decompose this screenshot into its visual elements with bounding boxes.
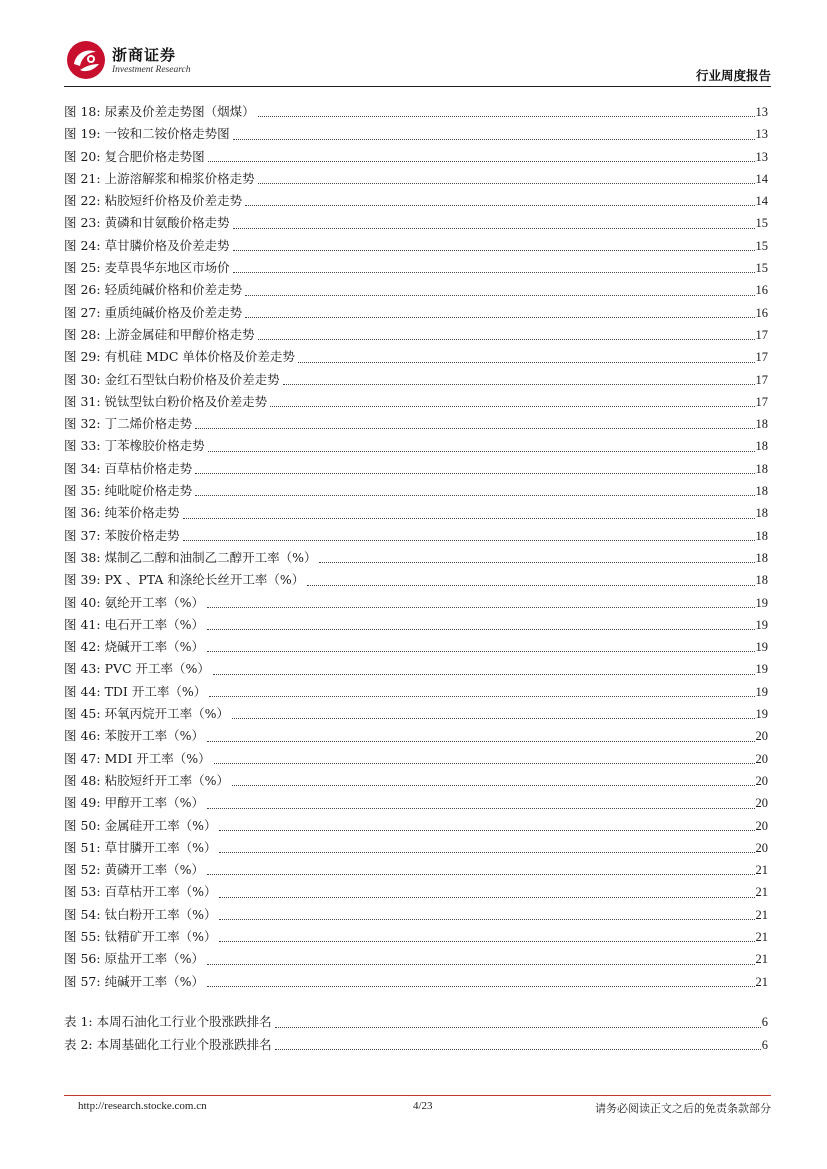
dot-leader bbox=[232, 718, 755, 719]
table-toc-entry[interactable] bbox=[64, 1011, 768, 1034]
toc-entry-page: 15 bbox=[755, 238, 768, 253]
toc-entry-page: 21 bbox=[755, 863, 768, 878]
toc-entry-label: 图 39: PX 、PTA 和涤纶长丝开工率（%） bbox=[64, 572, 305, 588]
table-toc-entry[interactable] bbox=[64, 1034, 768, 1057]
toc-entry-label: 图 50: 金属硅开工率（%） bbox=[64, 817, 217, 833]
toc-entry-label: 图 27: 重质纯碱价格及价差走势 bbox=[64, 304, 243, 320]
toc-entry-label: 图 45: 环氧丙烷开工率（%） bbox=[64, 706, 229, 722]
brand-name-cn: 浙商证券 bbox=[112, 46, 177, 64]
dot-leader bbox=[219, 830, 754, 831]
toc-entry-page: 14 bbox=[755, 194, 768, 209]
toc-entry-label: 图 21: 上游溶解浆和棉浆价格走势 bbox=[64, 170, 255, 186]
figure-toc-entry[interactable] bbox=[64, 748, 768, 770]
figure-toc-entry[interactable] bbox=[64, 101, 768, 123]
toc-entry-label: 图 28: 上游金属硅和甲醇价格走势 bbox=[64, 326, 255, 342]
figure-toc-entry[interactable] bbox=[64, 458, 768, 480]
toc-entry-page: 21 bbox=[755, 885, 768, 900]
dot-leader bbox=[245, 317, 754, 318]
toc-entry-label: 图 47: MDI 开工率（%） bbox=[64, 750, 211, 766]
page-header bbox=[64, 38, 771, 86]
figure-toc-entry[interactable] bbox=[64, 257, 768, 279]
figure-toc-entry[interactable] bbox=[64, 948, 768, 970]
toc-entry-page: 15 bbox=[755, 216, 768, 231]
toc-entry-label: 图 55: 钛精矿开工率（%） bbox=[64, 928, 217, 944]
toc-entry-label: 表 2: 本周基础化工行业个股涨跌排名 bbox=[64, 1036, 272, 1052]
toc-entry-page: 18 bbox=[755, 550, 768, 565]
dot-leader bbox=[208, 161, 755, 162]
figure-toc-entry[interactable] bbox=[64, 725, 768, 747]
figure-toc-entry[interactable] bbox=[64, 547, 768, 569]
figure-toc-entry[interactable] bbox=[64, 881, 768, 903]
toc-entry-page: 13 bbox=[755, 127, 768, 142]
toc-entry-label: 图 41: 电石开工率（%） bbox=[64, 616, 204, 632]
figure-toc-entry[interactable] bbox=[64, 324, 768, 346]
dot-leader bbox=[283, 384, 755, 385]
toc-entry-page: 20 bbox=[755, 840, 768, 855]
dot-leader bbox=[275, 1027, 761, 1028]
toc-entry-label: 图 34: 百草枯价格走势 bbox=[64, 460, 193, 476]
figure-toc-entry[interactable] bbox=[64, 681, 768, 703]
toc-entry-label: 图 23: 黄磷和甘氨酸价格走势 bbox=[64, 215, 230, 231]
toc-entry-label: 图 53: 百草枯开工率（%） bbox=[64, 884, 217, 900]
figure-list bbox=[64, 101, 768, 993]
dot-leader bbox=[298, 362, 755, 363]
figure-toc-entry[interactable] bbox=[64, 480, 768, 502]
toc-entry-page: 18 bbox=[755, 573, 768, 588]
figure-toc-entry[interactable] bbox=[64, 212, 768, 234]
toc-entry-label: 图 42: 烧碱开工率（%） bbox=[64, 639, 204, 655]
dot-leader bbox=[258, 116, 755, 117]
toc-entry-page: 19 bbox=[755, 617, 768, 632]
figure-toc-entry[interactable] bbox=[64, 658, 768, 680]
toc-entry-label: 图 40: 氨纶开工率（%） bbox=[64, 594, 204, 610]
dot-leader bbox=[233, 250, 755, 251]
toc-entry-label: 图 56: 原盐开工率（%） bbox=[64, 951, 204, 967]
toc-entry-page: 21 bbox=[755, 974, 768, 989]
figure-toc-entry[interactable] bbox=[64, 792, 768, 814]
dot-leader bbox=[245, 205, 754, 206]
dot-leader bbox=[232, 785, 755, 786]
toc-entry-label: 图 54: 钛白粉开工率（%） bbox=[64, 906, 217, 922]
toc-entry-label: 图 38: 煤制乙二醇和油制乙二醇开工率（%） bbox=[64, 549, 317, 565]
toc-entry-page: 20 bbox=[755, 729, 768, 744]
figure-toc-entry[interactable] bbox=[64, 636, 768, 658]
figure-toc-entry[interactable] bbox=[64, 413, 768, 435]
toc-entry-label: 图 57: 纯碱开工率（%） bbox=[64, 973, 204, 989]
figure-toc-entry[interactable] bbox=[64, 703, 768, 725]
toc-entry-page: 17 bbox=[755, 350, 768, 365]
figure-toc-entry[interactable] bbox=[64, 904, 768, 926]
figure-toc-entry[interactable] bbox=[64, 837, 768, 859]
dot-leader bbox=[207, 741, 755, 742]
toc-entry-page: 19 bbox=[755, 684, 768, 699]
figure-toc-entry[interactable] bbox=[64, 859, 768, 881]
toc-entry-page: 18 bbox=[755, 439, 768, 454]
toc-entry-label: 图 36: 纯苯价格走势 bbox=[64, 505, 180, 521]
toc-entry-page: 19 bbox=[755, 707, 768, 722]
figure-toc-entry[interactable] bbox=[64, 592, 768, 614]
dot-leader bbox=[219, 897, 754, 898]
figure-toc-entry[interactable] bbox=[64, 190, 768, 212]
toc-entry-page: 13 bbox=[755, 149, 768, 164]
toc-entry-label: 图 49: 甲醇开工率（%） bbox=[64, 795, 204, 811]
toc-entry-label: 图 30: 金红石型钛白粉价格及价差走势 bbox=[64, 371, 280, 387]
toc-entry-label: 图 52: 黄磷开工率（%） bbox=[64, 862, 204, 878]
toc-entry-page: 17 bbox=[755, 327, 768, 342]
toc-entry-label: 图 43: PVC 开工率（%） bbox=[64, 661, 210, 677]
figure-toc-entry[interactable] bbox=[64, 369, 768, 391]
dot-leader bbox=[219, 941, 754, 942]
footer-disclaimer: 请务必阅读正文之后的免责条款部分 bbox=[595, 1102, 771, 1115]
figure-toc-entry[interactable] bbox=[64, 235, 768, 257]
toc-entry-label: 图 25: 麦草畏华东地区市场价 bbox=[64, 260, 230, 276]
toc-entry-page: 20 bbox=[755, 773, 768, 788]
toc-entry-page: 19 bbox=[755, 595, 768, 610]
dot-leader bbox=[213, 674, 755, 675]
toc-entry-label: 图 22: 粘胶短纤价格及价差走势 bbox=[64, 193, 243, 209]
dot-leader bbox=[233, 139, 755, 140]
figure-toc-entry[interactable] bbox=[64, 279, 768, 301]
footer-divider bbox=[64, 1095, 771, 1096]
toc-entry-page: 16 bbox=[755, 305, 768, 320]
toc-entry-label: 图 20: 复合肥价格走势图 bbox=[64, 148, 205, 164]
dot-leader bbox=[307, 585, 754, 586]
page-number: 4/23 bbox=[413, 1100, 433, 1112]
toc-entry-page: 18 bbox=[755, 461, 768, 476]
dot-leader bbox=[207, 629, 755, 630]
dot-leader bbox=[233, 272, 755, 273]
dot-leader bbox=[219, 852, 754, 853]
toc-entry-page: 17 bbox=[755, 372, 768, 387]
dot-leader bbox=[258, 339, 755, 340]
toc-entry-page: 21 bbox=[755, 907, 768, 922]
toc-entry-page: 13 bbox=[755, 105, 768, 119]
figure-toc-entry[interactable] bbox=[64, 971, 768, 993]
figure-toc-entry[interactable] bbox=[64, 391, 768, 413]
toc-entry-label: 表 1: 本周石油化工行业个股涨跌排名 bbox=[64, 1014, 272, 1029]
figure-toc-entry[interactable] bbox=[64, 614, 768, 636]
brand-name-en: Investment Research bbox=[112, 65, 191, 75]
figure-toc-entry[interactable] bbox=[64, 770, 768, 792]
dot-leader bbox=[233, 228, 755, 229]
toc-entry-label: 图 19: 一铵和二铵价格走势图 bbox=[64, 126, 230, 142]
figure-toc-entry[interactable] bbox=[64, 346, 768, 368]
figure-toc-entry[interactable] bbox=[64, 302, 768, 324]
dot-leader bbox=[258, 183, 755, 184]
figure-toc-entry[interactable] bbox=[64, 168, 768, 190]
toc-entry-label: 图 31: 锐钛型钛白粉价格及价差走势 bbox=[64, 393, 268, 409]
dot-leader bbox=[275, 1049, 761, 1050]
toc-entry-label: 图 35: 纯吡啶价格走势 bbox=[64, 483, 193, 499]
figure-toc-entry[interactable] bbox=[64, 525, 768, 547]
dot-leader bbox=[270, 406, 754, 407]
dot-leader bbox=[219, 919, 754, 920]
figure-toc-entry[interactable] bbox=[64, 926, 768, 948]
dot-leader bbox=[207, 874, 755, 875]
brand-logo-icon bbox=[66, 40, 106, 80]
toc-entry-label: 图 46: 苯胺开工率（%） bbox=[64, 728, 204, 744]
dot-leader bbox=[245, 295, 754, 296]
toc-entry-page: 18 bbox=[755, 528, 768, 543]
toc-entry-page: 20 bbox=[755, 796, 768, 811]
dot-leader bbox=[209, 696, 754, 697]
figure-toc-entry[interactable] bbox=[64, 815, 768, 837]
toc-entry-page: 6 bbox=[761, 1037, 768, 1052]
toc-entry-label: 图 26: 轻质纯碱价格和价差走势 bbox=[64, 282, 243, 298]
figure-toc-entry[interactable] bbox=[64, 146, 768, 168]
toc-entry-label: 图 33: 丁苯橡胶价格走势 bbox=[64, 438, 205, 454]
dot-leader bbox=[207, 808, 755, 809]
dot-leader bbox=[195, 495, 754, 496]
toc-entry-page: 19 bbox=[755, 662, 768, 677]
toc-entry-page: 20 bbox=[755, 818, 768, 833]
toc-entry-page: 19 bbox=[755, 640, 768, 655]
toc-entry-label: 图 48: 粘胶短纤开工率（%） bbox=[64, 772, 229, 788]
dot-leader bbox=[207, 986, 755, 987]
dot-leader bbox=[319, 562, 754, 563]
report-type: 行业周度报告 bbox=[695, 68, 771, 83]
toc-entry-label: 图 29: 有机硅 MDC 单体价格及价差走势 bbox=[64, 349, 295, 365]
dot-leader bbox=[207, 964, 755, 965]
toc-entry-page: 6 bbox=[761, 1015, 768, 1029]
dot-leader bbox=[207, 651, 755, 652]
dot-leader bbox=[207, 607, 755, 608]
toc-entry-label: 图 32: 丁二烯价格走势 bbox=[64, 416, 193, 432]
dot-leader bbox=[183, 540, 755, 541]
table-list bbox=[64, 1011, 768, 1056]
toc-entry-page: 17 bbox=[755, 394, 768, 409]
toc-entry-page: 20 bbox=[755, 751, 768, 766]
figure-toc-entry[interactable] bbox=[64, 569, 768, 591]
toc-entry-page: 21 bbox=[755, 952, 768, 967]
dot-leader bbox=[208, 451, 755, 452]
toc-entry-label: 图 51: 草甘膦开工率（%） bbox=[64, 839, 217, 855]
toc-entry-label: 图 18: 尿素及价差走势图（烟煤） bbox=[64, 104, 255, 119]
footer-url-link[interactable]: http://research.stocke.com.cn bbox=[78, 1100, 207, 1112]
toc-entry-label: 图 24: 草甘膦价格及价差走势 bbox=[64, 237, 230, 253]
toc-entry-page: 15 bbox=[755, 261, 768, 276]
figure-toc-entry[interactable] bbox=[64, 435, 768, 457]
toc-entry-page: 18 bbox=[755, 417, 768, 432]
dot-leader bbox=[214, 763, 755, 764]
toc-entry-page: 16 bbox=[755, 283, 768, 298]
figure-toc-entry[interactable] bbox=[64, 502, 768, 524]
toc-entry-page: 18 bbox=[755, 484, 768, 499]
dot-leader bbox=[195, 428, 754, 429]
header-divider bbox=[64, 86, 771, 87]
dot-leader bbox=[183, 518, 755, 519]
toc-entry-label: 图 37: 苯胺价格走势 bbox=[64, 527, 180, 543]
toc-entry-page: 14 bbox=[755, 171, 768, 186]
toc-entry-label: 图 44: TDI 开工率（%） bbox=[64, 683, 207, 699]
toc-entry-page: 21 bbox=[755, 929, 768, 944]
toc-entry-page: 18 bbox=[755, 506, 768, 521]
figure-toc-entry[interactable] bbox=[64, 123, 768, 145]
dot-leader bbox=[195, 473, 754, 474]
